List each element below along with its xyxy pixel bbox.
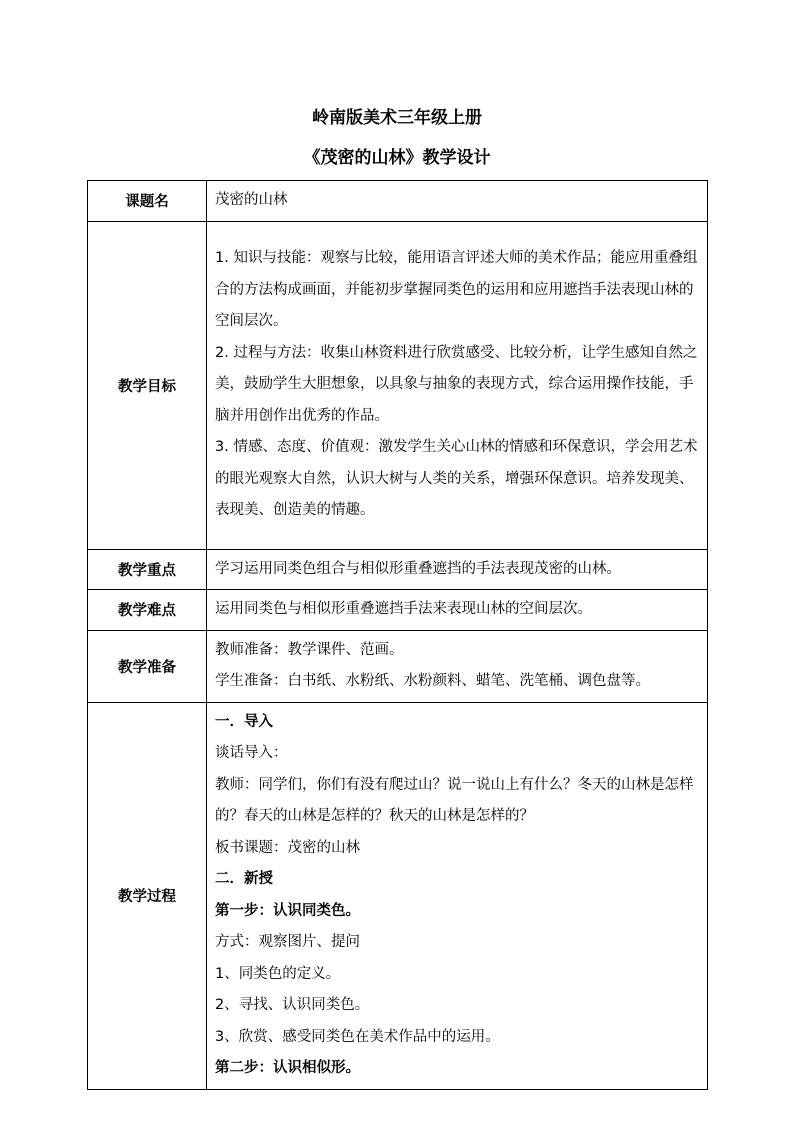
goal-item-attitude: 3. 情感、态度、价值观：激发学生关心山林的情感和环保意识，学会用艺术的眼光观察大自然，认识大树与人类的关系，增强环保意识。培养发现美、表现美、创造美的情趣。: [215, 439, 698, 519]
process-step-one: 第一步：认识同类色。: [215, 902, 360, 919]
lesson-plan-table: [87, 180, 708, 1090]
difficulty-value: 运用同类色与相似形重叠遮挡手法来表现山林的空间层次。: [207, 590, 708, 631]
process-step-two: 第二步：认识相似形。: [215, 1060, 360, 1076]
keypoint-label: 教学重点: [88, 549, 207, 590]
prep-label: 教学准备: [88, 630, 207, 702]
row-goals: [88, 221, 708, 549]
goal-item-process: 2. 过程与方法：收集山林资料进行欣赏感受、比较分析，让学生感知自然之美，鼓励学生大胆想象，以具象与抽象的表现方式，综合运用操作技能，手脑并用创作出优秀的作品。: [215, 344, 698, 424]
topic-value: 茂密的山林: [207, 181, 708, 222]
row-keypoint: [88, 549, 708, 590]
row-difficulty: [88, 590, 708, 631]
document-subtitle: 《茂密的山林》教学设计: [303, 148, 491, 168]
process-line: 3、欣赏、感受同类色在美术作品中的运用。: [215, 1028, 500, 1045]
row-prep: [88, 630, 708, 702]
prep-content: [207, 630, 708, 702]
goals-label: 教学目标: [88, 221, 207, 549]
process-content: [207, 702, 708, 1089]
prep-teacher: 教师准备：教学课件、范画。: [215, 641, 404, 658]
process-heading-new: 二．新授: [215, 871, 273, 887]
row-topic: [88, 181, 708, 222]
row-process: [88, 702, 708, 1089]
process-line: 板书课题：茂密的山林: [215, 839, 360, 856]
difficulty-label: 教学难点: [88, 590, 207, 631]
process-line: 2、寻找、认识同类色。: [215, 997, 370, 1013]
process-heading-intro: 一．导入: [215, 713, 273, 730]
goal-item-knowledge: 1. 知识与技能：观察与比较，能用语言评述大师的美术作品；能应用重叠组合的方法构成画面，并能初步掌握同类色的运用和应用遮挡手法表现山林的空间层次。: [215, 250, 698, 330]
process-line: 谈话导入：: [215, 745, 288, 761]
keypoint-value: 学习运用同类色组合与相似形重叠遮挡的手法表现茂密的山林。: [207, 549, 708, 590]
document-title: 岭南版美术三年级上册: [312, 108, 482, 128]
process-line: 1、同类色的定义。: [215, 965, 341, 982]
prep-student: 学生准备：白书纸、水粉纸、水粉颜料、蜡笔、洗笔桶、调色盘等。: [215, 673, 650, 689]
topic-label: 课题名: [88, 181, 207, 222]
goals-content: [207, 221, 708, 549]
process-label: 教学过程: [88, 702, 207, 1089]
process-line: 教师：同学们，你们有没有爬过山？说一说山上有什么？冬天的山林是怎样的？春天的山林是怎样的？秋天的山林是怎样的？: [215, 776, 694, 824]
process-line: 方式：观察图片、提问: [215, 934, 360, 950]
